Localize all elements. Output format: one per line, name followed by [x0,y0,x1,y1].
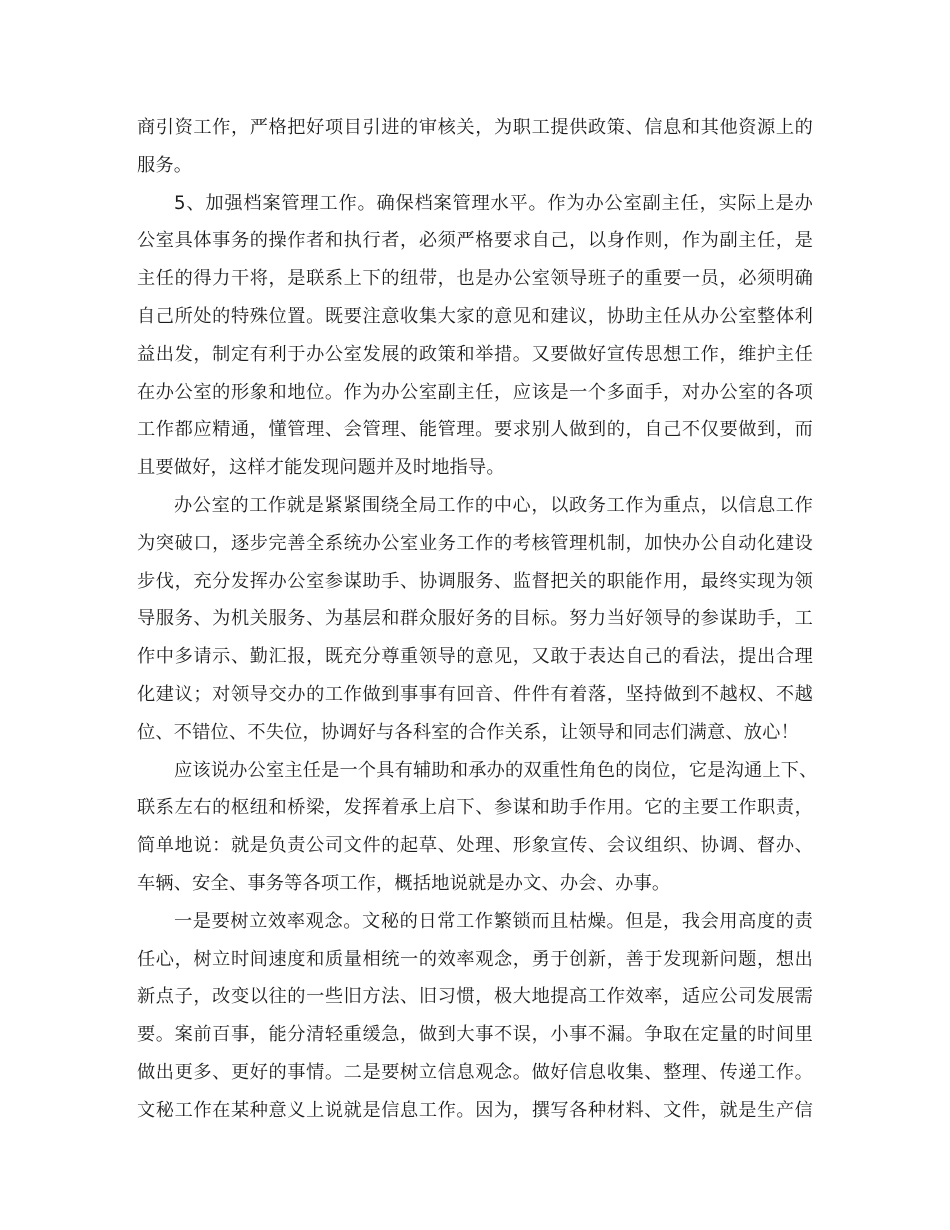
paragraph-2 [137,185,813,487]
text-line: 为突破口，逐步完善全系统办公室业务工作的考核管理机制，加快办公自动化建设 [137,532,813,554]
text-line: 车辆、安全、事务等各项工作，概括地说就是办文、办会、办事。 [137,872,671,894]
text-line: 新点子，改变以往的一些旧方法、旧习惯，极大地提高工作效率，适应公司发展需 [137,986,813,1008]
text-line: 联系左右的枢纽和桥梁，发挥着承上启下、参谋和助手作用。它的主要工作职责， [137,797,813,819]
text-line: 益出发，制定有利于办公室发展的政策和举措。又要做好宣传思想工作，维护主任 [137,343,813,365]
text-line: 应该说办公室主任是一个具有辅助和承办的双重性角色的岗位，它是沟通上下、 [174,759,818,781]
text-line: 要。案前百事，能分清轻重缓急，做到大事不误，小事不漏。争取在定量的时间里 [137,1024,813,1046]
text-line: 且要做好，这样才能发现问题并及时地指导。 [137,457,505,479]
text-line: 一是要树立效率观念。文秘的日常工作繁锁而且枯燥。但是，我会用高度的责 [174,910,813,932]
paragraph-4 [137,752,818,903]
paragraph-5 [137,903,813,1130]
text-line: 化建议；对领导交办的工作做到事事有回音、件件有着落，坚持做到不越权、不越 [137,683,813,705]
text-line: 5、加强档案管理工作。确保档案管理水平。作为办公室副主任，实际上是办 [174,192,813,214]
paragraph-3 [137,487,813,752]
text-line: 自己所处的特殊位置。既要注意收集大家的意见和建议，协助主任从办公室整体利 [137,305,813,327]
text-line: 服务。 [137,154,193,176]
text-line: 公室具体事务的操作者和执行者，必须严格要求自己，以身作则，作为副主任，是 [137,230,813,252]
text-line: 做出更多、更好的事情。二是要树立信息观念。做好信息收集、整理、传递工作。 [137,1061,813,1083]
text-line: 工作都应精通，懂管理、会管理、能管理。要求别人做到的，自己不仅要做到，而 [137,419,813,441]
text-line: 位、不错位、不失位，协调好与各科室的合作关系，让领导和同志们满意、放心！ [137,721,799,743]
document-body [137,109,818,1130]
text-line: 简单地说：就是负责公司文件的起草、处理、形象宣传、会议组织、协调、督办、 [137,835,813,857]
text-line: 文秘工作在某种意义上说就是信息工作。因为，撰写各种材料、文件，就是生产信 [137,1099,813,1121]
text-line: 作中多请示、勤汇报，既充分尊重领导的意见，又敢于表达自己的看法，提出合理 [137,646,813,668]
text-line: 商引资工作，严格把好项目引进的审核关，为职工提供政策、信息和其他资源上的 [137,117,813,138]
text-line: 主任的得力干将，是联系上下的纽带，也是办公室领导班子的重要一员，必须明确 [137,268,813,290]
text-line: 步伐，充分发挥办公室参谋助手、协调服务、监督把关的职能作用，最终实现为领 [137,570,813,592]
text-line: 任心，树立时间速度和质量相统一的效率观念，勇于创新，善于发现新问题，想出 [137,948,813,970]
text-line: 导服务、为机关服务、为基层和群众服好务的目标。努力当好领导的参谋助手，工 [137,608,813,630]
text-line: 在办公室的形象和地位。作为办公室副主任，应该是一个多面手，对办公室的各项 [137,381,813,403]
paragraph-1 [137,109,813,185]
text-line: 办公室的工作就是紧紧围绕全局工作的中心，以政务工作为重点，以信息工作 [174,494,813,516]
